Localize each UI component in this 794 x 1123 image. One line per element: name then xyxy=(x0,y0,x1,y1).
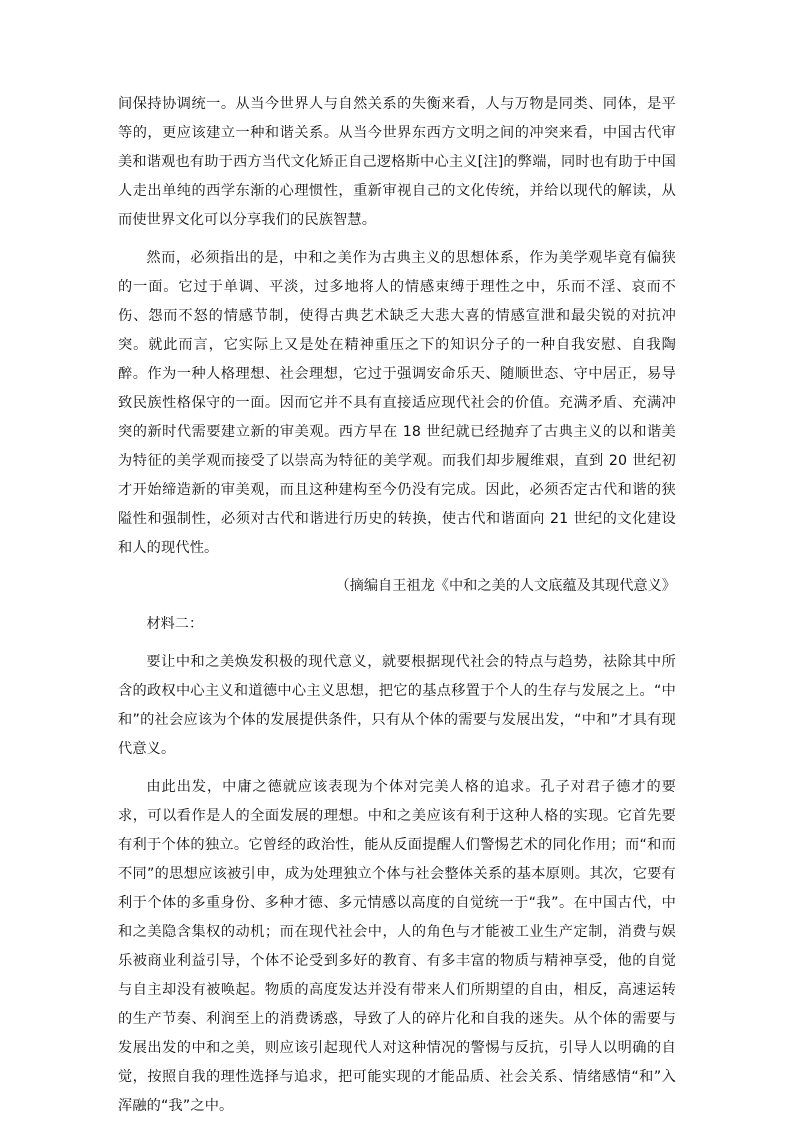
paragraph-modern-meaning: 要让中和之美焕发积极的现代意义，就要根据现代社会的特点与趋势，祛除其中所含的政权中心主义和道德中心主义思想，把它的基点移置于个人的生存与发展之上。“中和”的社会应该为个体的发展提供条件，只有从个体的需要与发展出发，“中和”才具有现代意义。 xyxy=(118,654,676,757)
paragraph-critique: 然而，必须指出的是，中和之美作为古典主义的思想体系，作为美学观毕竟有偏狭的一面。它过于单调、平淡，过多地将人的情感束缚于理性之中，乐而不淫、哀而不伤、怨而不怒的情感节制，使得古典艺术缺乏大悲大喜的情感宣泄和最尖锐的对抗冲突。就此而言，它实际上又是处在精神重压之下的知识分子的一种自我安慰、自我陶醉。作为一种人格理想、社会理想，它过于强调安命乐天、随顺世态、守中居正，易导致民族性格保守的一面。因而它并不具有直接适应现代社会的价值。充满矛盾、充满冲突的新时代需要建立新的审美观。西方早在 18 世纪就已经抛弃了古典主义的以和谐美为特征的美学观而接受了以崇高为特征的美学观。而我们却步履维艰，直到 20 世纪初才开始缔造新的审美观，而且这种建构至今仍没有完成。因此，必须否定古代和谐的狭隘性和强制性，必须对古代和谐进行历史的转换，使古代和谐面向 21 世纪的文化建设和人的现代性。 xyxy=(118,250,676,556)
material-label: 材料二： xyxy=(146,616,204,632)
document-page xyxy=(118,90,676,1121)
paragraph-individual: 由此出发，中庸之德就应该表现为个体对完美人格的追求。孔子对君子德才的要求，可以看作是人的全面发展的理想。中和之美应该有利于这种人格的实现。它首先要有利于个体的独立。它曾经的政治性，能从反面提醒人们警惕艺术的同化作用；而“和而不同”的思想应该被引申，成为处理独立个体与社会整体关系的基本原则。其次，它要有利于个体的多重身份、多种才德、多元情感以高度的自觉统一于“我”。在中国古代，中和之美隐含集权的动机；而在现代社会中，人的角色与才能被工业生产定制，消费与娱乐被商业利益引导，个体不论受到多好的教育、有多丰富的物质与精神享受，他的自觉与自主却没有被唤起。物质的高度发达并没有带来人们所期望的自由，相反，高速运转的生产节奏、利润至上的消费诱惑，导致了人的碎片化和自我的迷失。从个体的需要与发展出发的中和之美，则应该引起现代人对这种情况的警惕与反抗，引导人以明确的自觉，按照自我的理性选择与追求，把可能实现的才能品质、社会关系、情绪感情“和”入浑融的“我”之中。 xyxy=(118,779,676,1114)
paragraph-continuation: 间保持协调统一。从当今世界人与自然关系的失衡来看，人与万物是同类、同体，是平等的，更应该建立一种和谐关系。从当今世界东西方文明之间的冲突来看，中国古代审美和谐观也有助于西方当代文化矫正自己逻格斯中心主义[注]的弊端，同时也有助于中国人走出单纯的西学东渐的心理惯性，重新审视自己的文化传统，并给以现代的解读，从而使世界文化可以分享我们的民族智慧。 xyxy=(118,96,676,228)
source-citation: （摘编自王祖龙《中和之美的人文底蕴及其现代意义》 xyxy=(335,578,676,594)
